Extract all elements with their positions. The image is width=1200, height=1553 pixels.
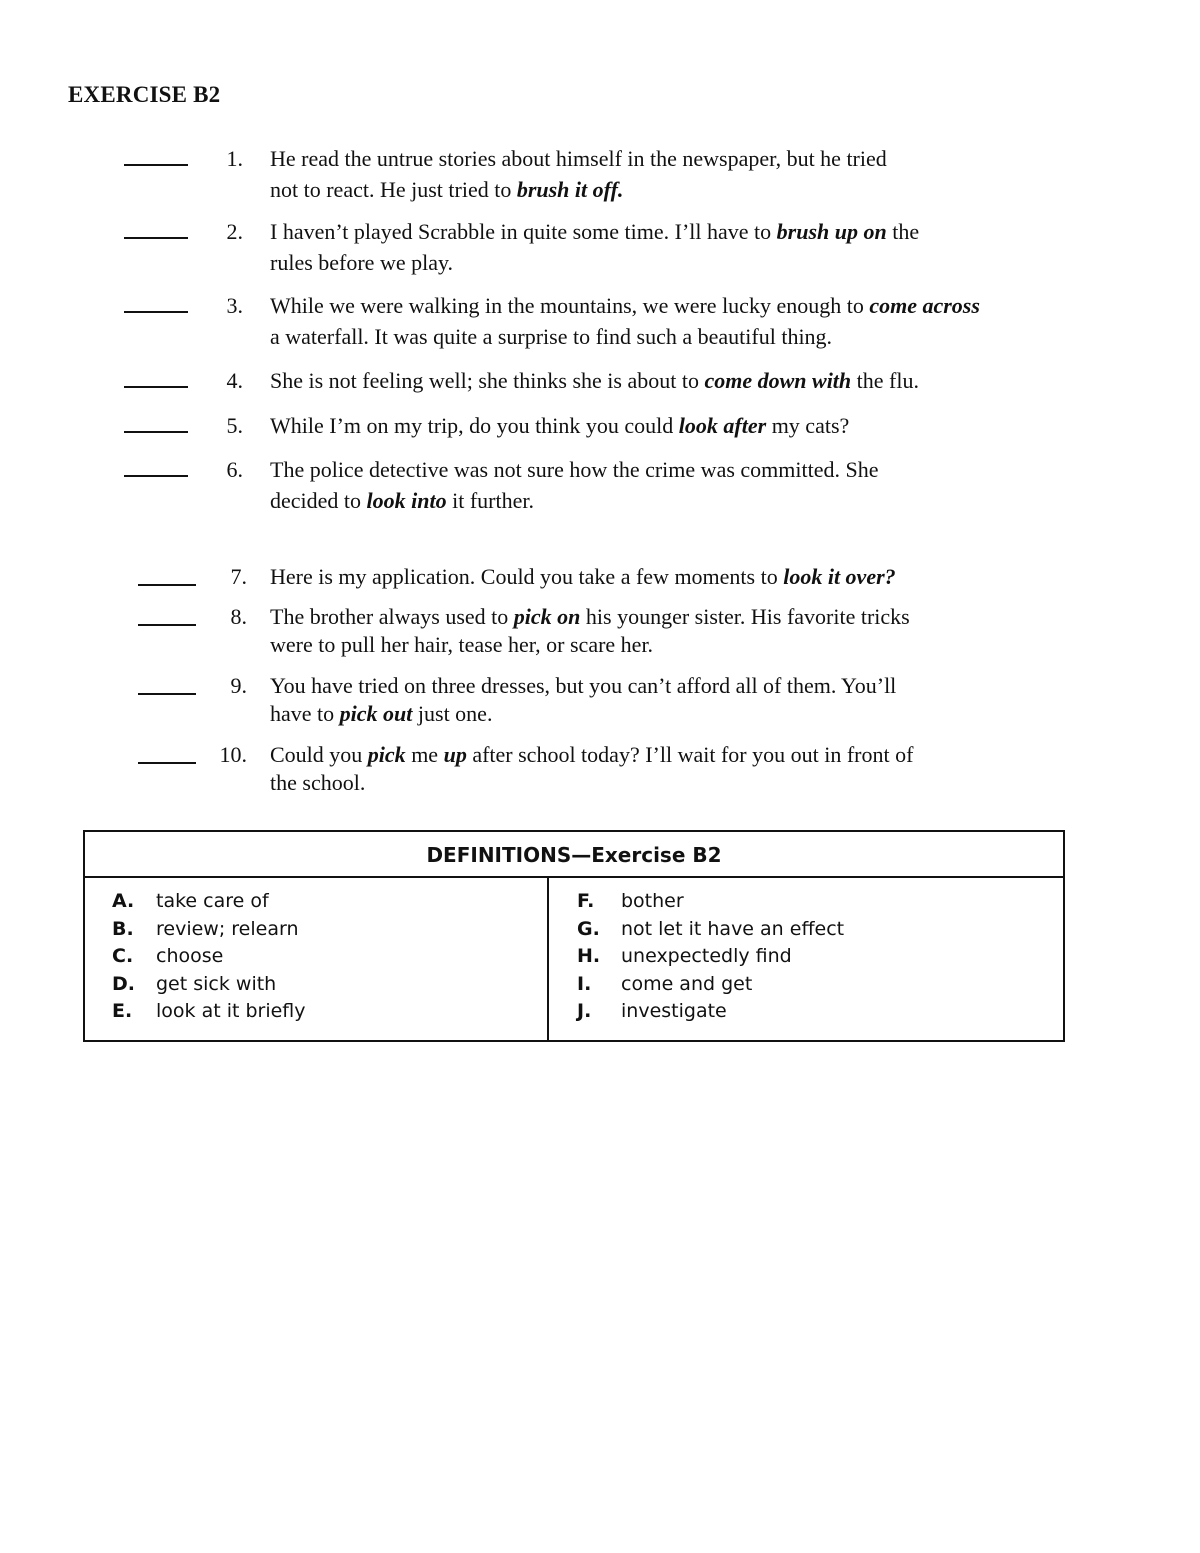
answer-blank[interactable] xyxy=(138,762,196,764)
definition-item xyxy=(112,943,223,971)
phrasal-verb: look after xyxy=(678,413,767,438)
definition-letter: A. xyxy=(112,890,135,912)
answer-blank[interactable] xyxy=(124,475,188,477)
item-sentence xyxy=(270,672,896,728)
sentence-line: While I’m on my trip, do you think you could look after my cats? xyxy=(270,413,850,438)
item-number: 3. xyxy=(226,293,243,318)
answer-blank[interactable] xyxy=(124,237,188,239)
phrasal-verb: pick xyxy=(367,742,406,767)
sentence-line: She is not feeling well; she thinks she is about to come down with the flu. xyxy=(270,368,919,393)
definition-letter: G. xyxy=(577,917,600,940)
definition-item xyxy=(577,998,727,1026)
definition-text: come and get xyxy=(621,972,753,995)
item-number: 4. xyxy=(226,368,243,393)
item-sentence xyxy=(270,143,887,205)
exercise-title: EXERCISE B2 xyxy=(68,82,221,107)
definition-letter: J. xyxy=(577,1000,592,1022)
sentence-line: The police detective was not sure how the crime was committed. She xyxy=(270,457,879,482)
definition-text: unexpectedly find xyxy=(621,945,792,967)
definition-letter: H. xyxy=(577,945,601,967)
sentence-line: were to pull her hair, tease her, or scare her. xyxy=(270,632,654,657)
phrasal-verb: up xyxy=(443,742,467,767)
item-sentence xyxy=(270,603,910,659)
definition-item xyxy=(577,916,844,944)
definition-text: bother xyxy=(621,890,684,912)
item-number: 6. xyxy=(226,457,243,482)
item-sentence xyxy=(270,410,849,441)
definition-item xyxy=(112,998,306,1026)
phrasal-verb: pick out xyxy=(339,701,413,726)
item-number: 8. xyxy=(230,604,247,629)
sentence-line: I haven’t played Scrabble in quite some time. I’ll have to brush up on the xyxy=(270,219,920,244)
phrasal-verb: brush up on xyxy=(776,219,887,244)
definition-text: take care of xyxy=(156,890,269,912)
definition-text: look at it briefly xyxy=(156,1000,306,1022)
sentence-line: Here is my application. Could you take a few moments to look it over? xyxy=(270,564,896,589)
definition-letter: E. xyxy=(112,1000,133,1022)
item-number: 10. xyxy=(219,742,247,767)
sentence-line: He read the untrue stories about himself in the newspaper, but he tried xyxy=(270,146,887,171)
item-number: 9. xyxy=(230,673,247,698)
definition-item xyxy=(112,888,269,916)
phrasal-verb: come across xyxy=(869,293,980,318)
definition-text: choose xyxy=(156,945,224,967)
sentence-line: The brother always used to pick on his younger sister. His favorite tricks xyxy=(270,604,910,629)
item-number: 5. xyxy=(226,413,243,438)
item-sentence xyxy=(270,454,878,516)
definition-item xyxy=(112,971,276,999)
item-number: 7. xyxy=(230,564,247,589)
answer-blank[interactable] xyxy=(124,431,188,433)
definition-letter: D. xyxy=(112,972,135,995)
definition-text: investigate xyxy=(621,1000,727,1022)
sentence-line: Could you pick me up after school today? I’ll wait for you out in front of xyxy=(270,742,914,767)
item-sentence xyxy=(270,216,919,278)
definitions-divider xyxy=(547,878,549,1042)
definition-letter: F. xyxy=(577,890,595,912)
item-number: 2. xyxy=(226,219,243,244)
definition-text: not let it have an effect xyxy=(621,917,845,940)
sentence-line: rules before we play. xyxy=(270,250,454,275)
sentence-line: have to pick out just one. xyxy=(270,701,493,726)
definition-item xyxy=(577,971,752,999)
item-sentence xyxy=(270,290,980,352)
item-sentence xyxy=(270,365,919,396)
phrasal-verb: pick on xyxy=(513,604,581,629)
answer-blank[interactable] xyxy=(138,624,196,626)
definition-text: review; relearn xyxy=(156,917,299,940)
answer-blank[interactable] xyxy=(138,693,196,695)
sentence-line: While we were walking in the mountains, we were lucky enough to come across xyxy=(270,293,980,318)
answer-blank[interactable] xyxy=(124,164,188,166)
phrasal-verb: look it over? xyxy=(783,564,896,589)
definition-text: get sick with xyxy=(156,972,277,995)
answer-blank[interactable] xyxy=(138,584,196,586)
answer-blank[interactable] xyxy=(124,386,188,388)
sentence-line: the school. xyxy=(270,770,366,795)
phrasal-verb: brush it off. xyxy=(516,177,624,202)
answer-blank[interactable] xyxy=(124,311,188,313)
definition-item xyxy=(577,943,792,971)
definitions-title: DEFINITIONS—Exercise B2 xyxy=(85,832,1063,878)
item-sentence xyxy=(270,741,913,797)
definition-letter: C. xyxy=(112,945,134,967)
sentence-line: You have tried on three dresses, but you can’t afford all of them. You’ll xyxy=(270,673,897,698)
phrasal-verb: look into xyxy=(366,488,447,513)
definition-letter: I. xyxy=(577,972,592,995)
definitions-box xyxy=(83,830,1065,1042)
definition-letter: B. xyxy=(112,917,134,940)
item-sentence xyxy=(270,563,896,591)
item-number: 1. xyxy=(226,146,243,171)
sentence-line: a waterfall. It was quite a surprise to find such a beautiful thing. xyxy=(270,324,833,349)
sentence-line: decided to look into it further. xyxy=(270,488,534,513)
sentence-line: not to react. He just tried to brush it off. xyxy=(270,177,624,202)
phrasal-verb: come down with xyxy=(704,368,852,393)
definition-item xyxy=(577,888,684,916)
definition-item xyxy=(112,916,299,944)
